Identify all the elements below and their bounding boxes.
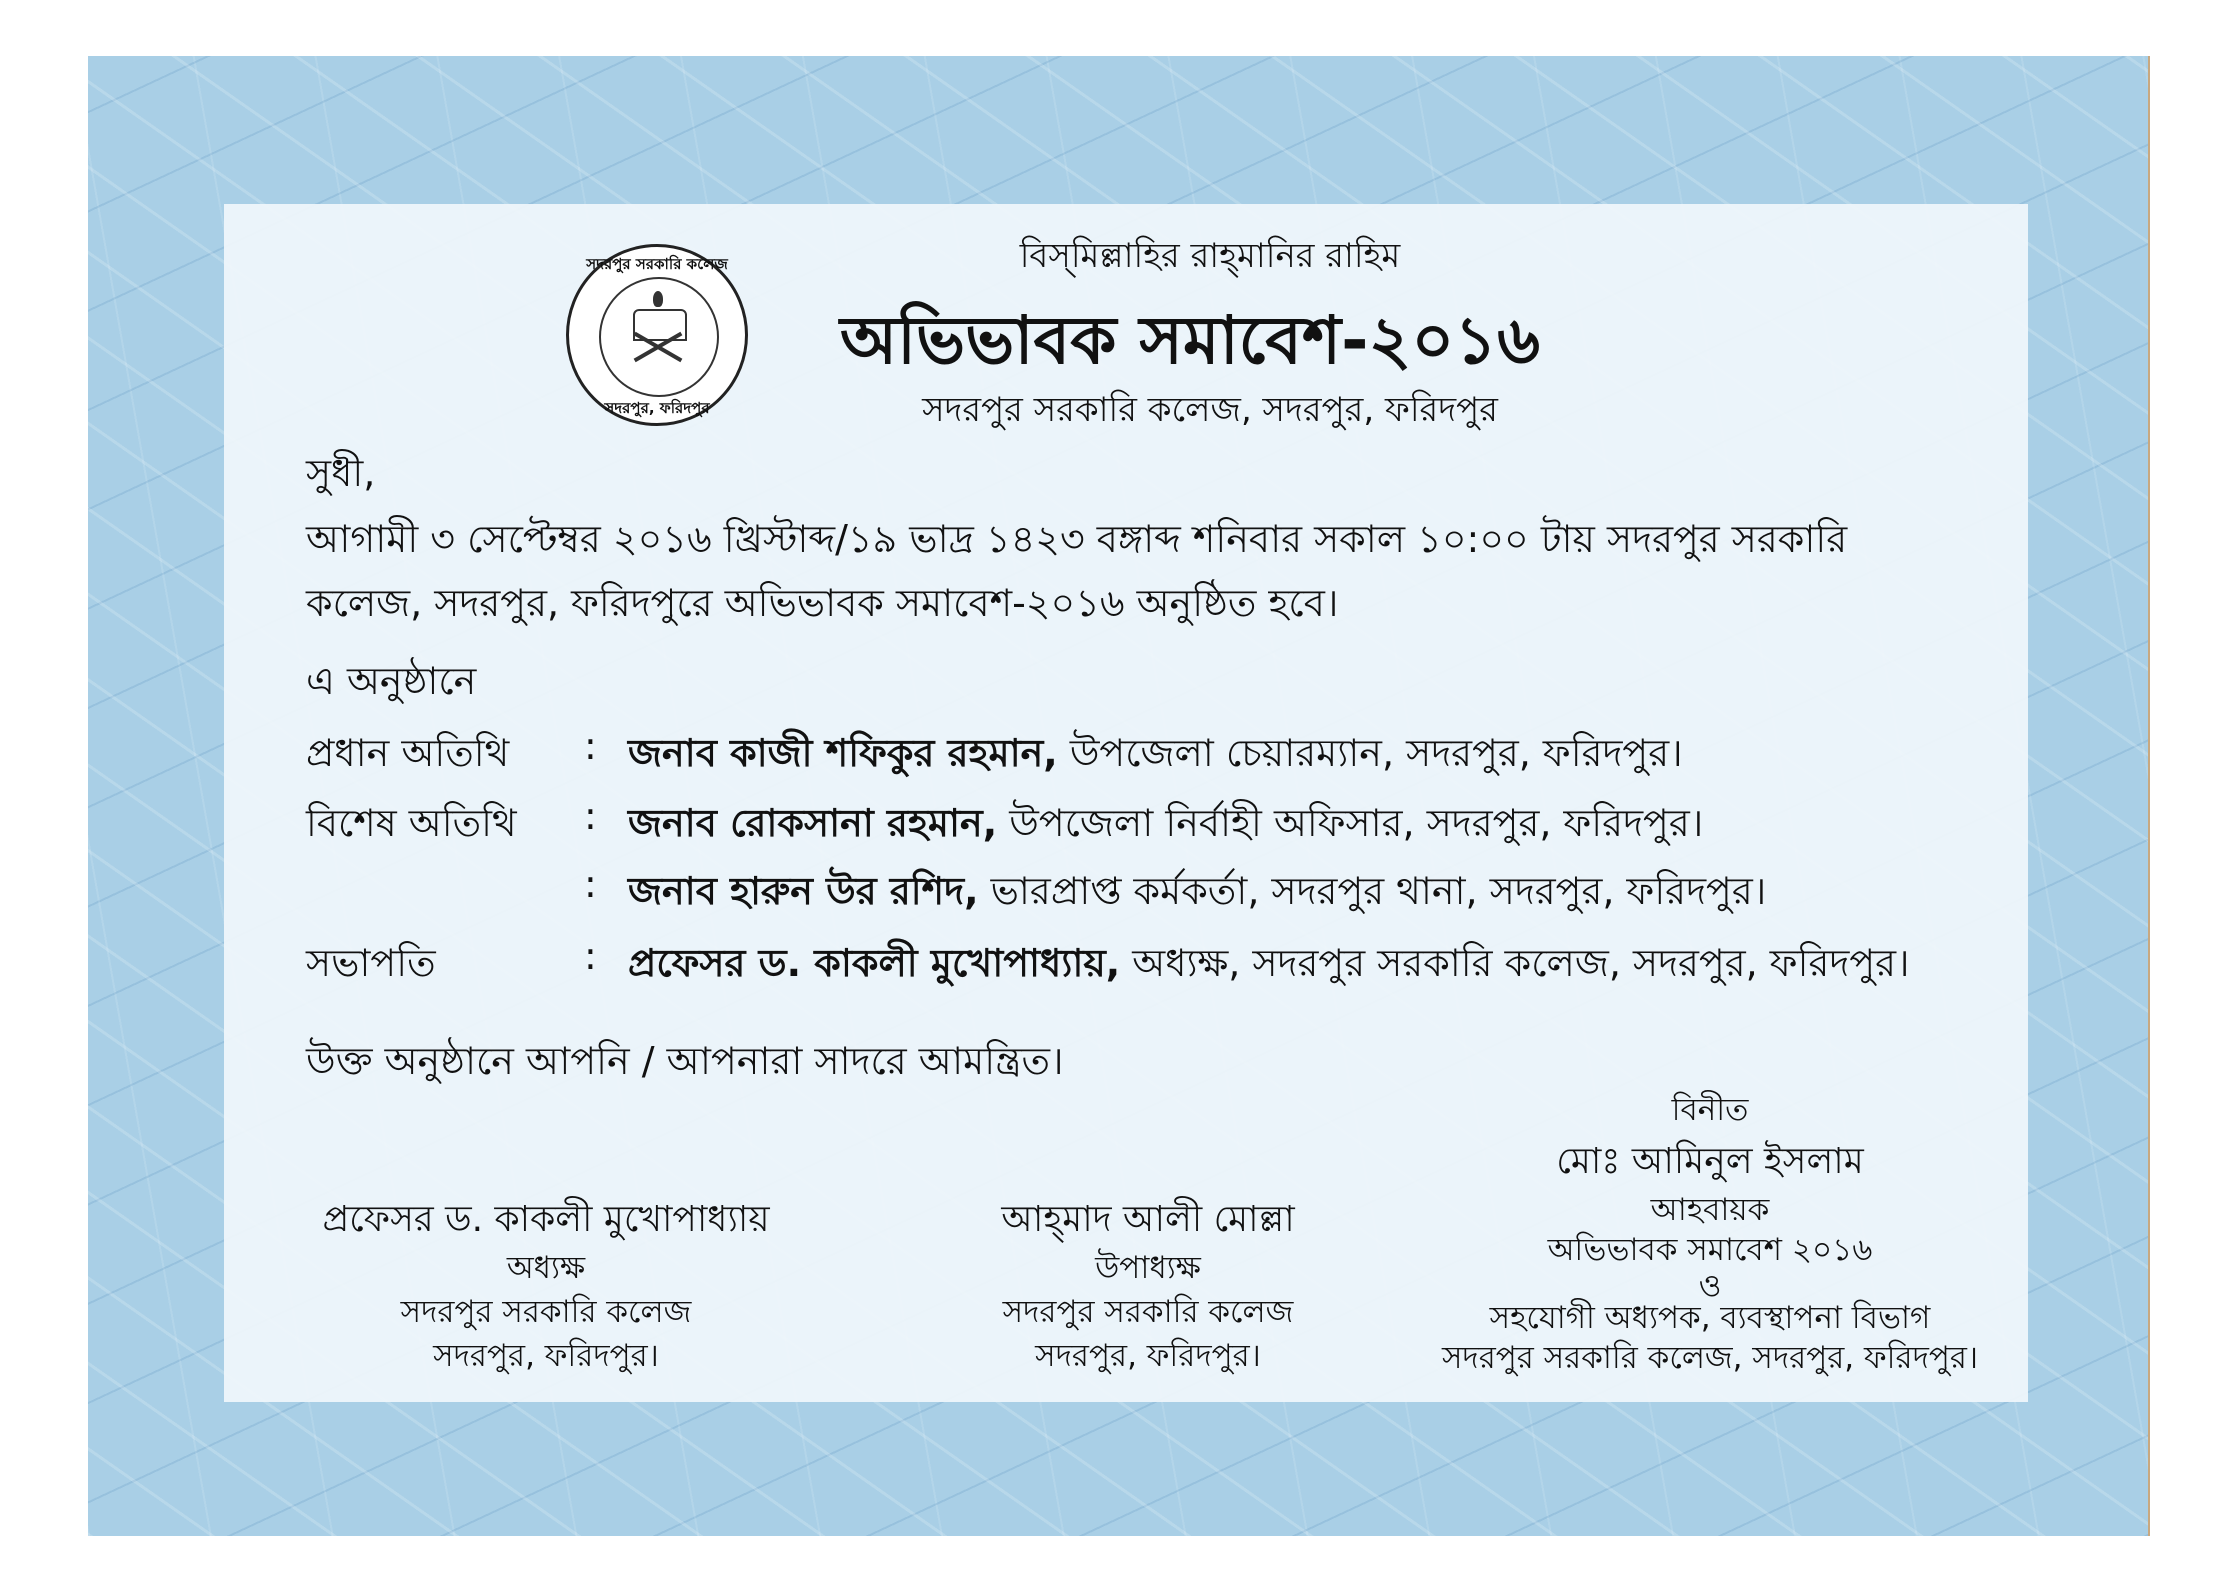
guest-entry xyxy=(628,724,1683,788)
guest-name: প্রফেসর ড. কাকলী মুখোপাধ্যায়, xyxy=(628,941,1121,985)
invitation-line: উক্ত অনুষ্ঠানে আপনি / আপনারা সাদরে আমন্ত্রিত। xyxy=(306,1039,1064,1083)
guest-entry xyxy=(628,934,1910,998)
guest-name: জনাব হারুন উর রশিদ, xyxy=(628,869,979,913)
vice-principal-name: আহ্‌মাদ আলী মোল্লা xyxy=(1001,1199,1295,1240)
convener-line: সদরপুর সরকারি কলেজ, সদরপুর, ফরিদপুর। xyxy=(1441,1340,1979,1376)
principal-line: অধ্যক্ষ xyxy=(506,1250,586,1286)
convener-line: সহযোগী অধ্যপক, ব্যবস্থাপনা বিভাগ xyxy=(1489,1300,1931,1336)
binito-label: বিনীত xyxy=(1671,1092,1749,1128)
lamp-flame-icon xyxy=(653,291,663,307)
guest-detail: উপজেলা চেয়ারম্যান, সদরপুর, ফরিদপুর। xyxy=(1057,731,1683,775)
guest-name: জনাব কাজী শফিকুর রহমান, xyxy=(628,731,1058,775)
page-title: অভিভাবক সমাবেশ-২০১৬ xyxy=(839,302,1541,379)
principal-line: সদরপুর, ফরিদপুর। xyxy=(433,1338,659,1374)
college-seal-logo xyxy=(566,244,748,426)
convener-line: অভিভাবক সমাবেশ ২০১৬ xyxy=(1547,1232,1873,1268)
guest-detail: উপজেলা নির্বাহী অফিসার, সদরপুর, ফরিদপুর। xyxy=(997,801,1704,845)
convener-line: ও xyxy=(1698,1268,1722,1304)
seal-top-text: সদরপুর সরকারি কলেজ xyxy=(586,255,728,273)
guest-colon: : xyxy=(584,794,597,838)
guest-role: বিশেষ অতিথি xyxy=(306,801,517,845)
guest-colon: : xyxy=(584,934,597,978)
guest-name: জনাব রোকসানা রহমান, xyxy=(628,801,998,845)
seal-bottom-text: সদরপুর, ফরিদপুর xyxy=(604,399,710,417)
guest-list-lead: এ অনুষ্ঠানে xyxy=(306,659,477,703)
vice-principal-line: সদরপুর সরকারি কলেজ xyxy=(1002,1294,1294,1330)
guest-entry xyxy=(628,794,1703,858)
bismillah-line: বিস্‌মিল্লাহির রাহ্‌মানির রাহিম xyxy=(1019,236,1401,276)
guest-detail: ভারপ্রাপ্ত কর্মকর্তা, সদরপুর থানা, সদরপুর, ফরিদপুর। xyxy=(978,869,1767,913)
vice-principal-line: উপাধ্যক্ষ xyxy=(1095,1250,1201,1286)
vice-principal-line: সদরপুর, ফরিদপুর। xyxy=(1035,1338,1261,1374)
guest-role: প্রধান অতিথি xyxy=(306,731,510,775)
guest-colon: : xyxy=(584,862,597,906)
guest-detail: অধ্যক্ষ, সদরপুর সরকারি কলেজ, সদরপুর, ফরিদপুর। xyxy=(1120,941,1910,985)
guest-colon: : xyxy=(584,724,597,768)
convener-name: মোঃ আমিনুল ইসলাম xyxy=(1556,1141,1864,1182)
guest-entry xyxy=(628,862,1766,926)
paragraph-line-2: কলেজ, সদরপুর, ফরিদপুরে অভিভাবক সমাবেশ-২০১৬ অনুষ্ঠিত হবে। xyxy=(306,581,1339,625)
salutation: সুধী, xyxy=(306,451,376,495)
principal-line: সদরপুর সরকারি কলেজ xyxy=(400,1294,692,1330)
paragraph-line-1: আগামী ৩ সেপ্টেম্বর ২০১৬ খ্রিস্টাব্দ/১৯ ভাদ্র ১৪২৩ বঙ্গাব্দ শনিবার সকাল ১০:০০ টায় সদরপুর সরকারি xyxy=(306,517,1848,561)
convener-line: আহবায়ক xyxy=(1650,1192,1770,1228)
principal-name: প্রফেসর ড. কাকলী মুখোপাধ্যায় xyxy=(322,1199,770,1240)
college-address: সদরপুর সরকারি কলেজ, সদরপুর, ফরিদপুর xyxy=(922,390,1498,430)
guest-role: সভাপতি xyxy=(306,941,436,985)
